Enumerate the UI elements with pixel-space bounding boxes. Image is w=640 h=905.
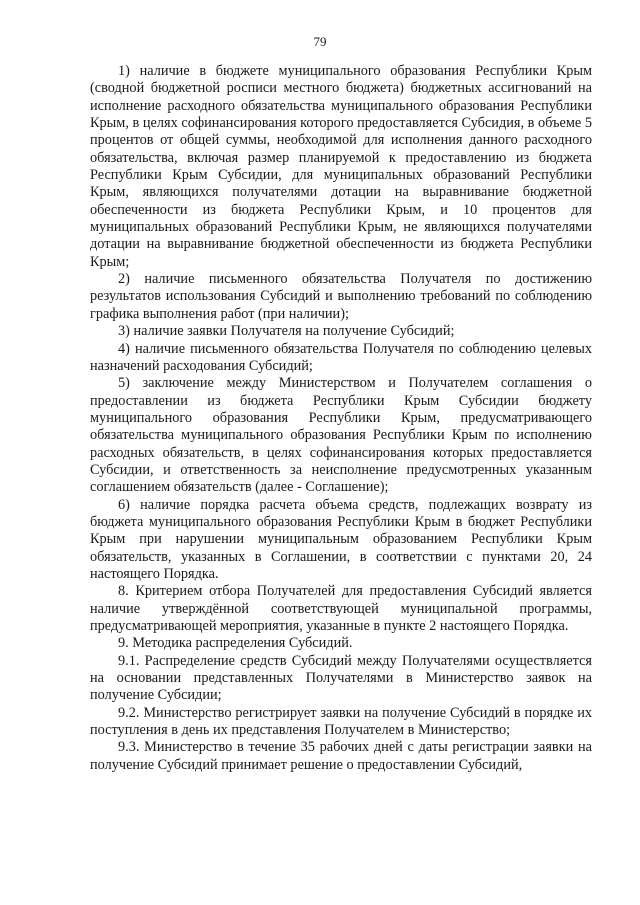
- paragraph-item-5: 5) заключение между Министерством и Получателем соглашения о предоставлении из бюджета Республики Крым Субсидии бюджету муниципального образования Республики Крым, предусматривающего обязательства муниципального образования Республики Крым по исполнению расходных обязательств, в целях софинансирования которых предоставляется Субсидии, и ответственность за неисполнение предусмотренных указанным соглашением обязательств (далее - Соглашение);: [90, 375, 592, 496]
- paragraph-item-4: 4) наличие письменного обязательства Получателя по соблюдению целевых назначений расходования Субсидий;: [90, 340, 592, 374]
- paragraph-item-2: 2) наличие письменного обязательства Получателя по достижению результатов использования Субсидий и выполнению требований по соблюдению графика выполнения работ (при наличии);: [90, 271, 592, 322]
- paragraph-method-9: 9. Методика распределения Субсидий.: [118, 635, 353, 652]
- paragraph-item-1: 1) наличие в бюджете муниципального образования Республики Крым (сводной бюджетной росписи местного бюджета) бюджетных ассигнований на исполнение расходного обязательства муниципального образования Республики Крым, в целях софинансирования которого предоставляется Субсидия, в объеме 5 процентов от общей суммы, необходимой для исполнения данного расходного обязательства, включая размер планируемой к предоставлению из бюджета Республики Крым Субсидии, для муниципальных образований Республики Крым, являющихся получателями дотации на выравнивание бюджетной обеспеченности из бюджета Республики Крым, и 10 процентов для муниципальных образований Республики Крым, не являющихся получателями дотации на выравнивание бюджетной обеспеченности из бюджета Республики Крым;: [90, 63, 592, 270]
- paragraph-method-9-2: 9.2. Министерство регистрирует заявки на получение Субсидий в порядке их поступления в день их представления Получателем в Министерство;: [90, 704, 592, 739]
- document-body: [90, 63, 592, 774]
- paragraph-method-9-1: 9.1. Распределение средств Субсидий между Получателями осуществляется на основании представленных Получателями в Министерство заявок на получение Субсидии;: [90, 652, 592, 704]
- page-number: 79: [313, 34, 327, 49]
- paragraph-item-3: 3) наличие заявки Получателя на получение Субсидий;: [118, 323, 455, 340]
- paragraph-item-6: 6) наличие порядка расчета объема средств, подлежащих возврату из бюджета муниципального образования Республики Крым в бюджет Республики Крым при нарушении муниципальным образованием Республики Крым обязательств, указанных в Соглашении, в соответствии с пунктами 20, 24 настоящего Порядка.: [90, 496, 592, 582]
- paragraph-criterion-8: 8. Критерием отбора Получателей для предоставления Субсидий является наличие утверждённой соответствующей муниципальной программы, предусматривающей мероприятия, указанные в пункте 2 настоящего Порядка.: [90, 583, 592, 634]
- paragraph-method-9-3: 9.3. Министерство в течение 35 рабочих дней с даты регистрации заявки на получение Субсидий принимает решение о предоставлении Субсидий,: [90, 739, 592, 773]
